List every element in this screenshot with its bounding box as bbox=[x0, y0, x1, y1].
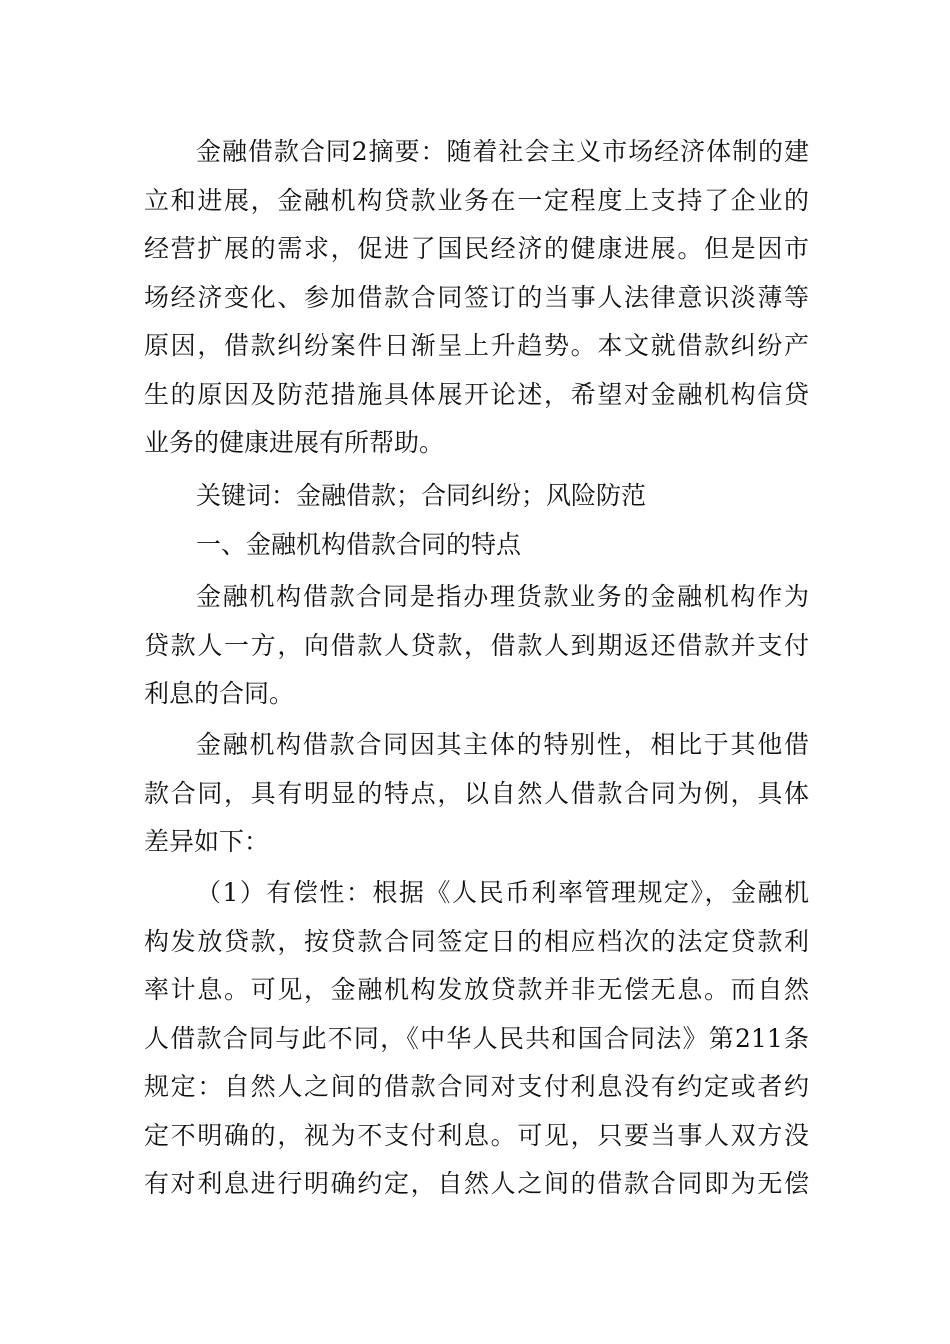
keywords-paragraph bbox=[144, 472, 809, 521]
comparison-line-2: 款合同，具有明显的特点，以自然人借款合同为例，具体 bbox=[144, 778, 809, 808]
point-1-line-4: 人借款合同与此不同，《中华人民共和国合同法》第211条 bbox=[144, 1023, 809, 1053]
point-1-line-1: （1）有偿性：根据《人民币利率管理规定》，金融机 bbox=[196, 878, 809, 907]
abstract-paragraph bbox=[144, 128, 809, 468]
definition-line-3: 利息的合同。 bbox=[144, 679, 295, 708]
definition-line-1: 金融机构借款合同是指办理货款业务的金融机构作为 bbox=[196, 582, 809, 611]
point-1-line-3: 率计息。可见，金融机构发放贷款并非无偿无息。而自然 bbox=[144, 975, 809, 1004]
comparison-paragraph bbox=[144, 721, 809, 867]
abstract-line-7: 业务的健康进展有所帮助。 bbox=[144, 428, 445, 457]
section-heading bbox=[144, 521, 809, 570]
abstract-line-3: 经营扩展的需求，促进了国民经济的健康进展。但是因市 bbox=[144, 234, 809, 263]
abstract-line-5: 原因，借款纠纷案件日渐呈上升趋势。本文就借款纠纷产 bbox=[144, 331, 809, 360]
heading-1: 一、金融机构借款合同的特点 bbox=[196, 530, 522, 559]
point-1-line-6: 定不明确的，视为不支付利息。可见，只要当事人双方没 bbox=[144, 1120, 809, 1150]
point-1-line-5: 规定：自然人之间的借款合同对支付利息没有约定或者约 bbox=[144, 1072, 809, 1101]
comparison-line-1: 金融机构借款合同因其主体的特别性，相比于其他借 bbox=[196, 730, 809, 759]
definition-paragraph bbox=[144, 573, 809, 719]
point-1-line-7: 有对利息进行明确约定，自然人之间的借款合同即为无偿 bbox=[144, 1169, 809, 1198]
abstract-line-4: 场经济变化、参加借款合同签订的当事人法律意识淡薄等 bbox=[144, 282, 809, 312]
comparison-line-3: 差异如下： bbox=[144, 827, 270, 856]
definition-line-2: 贷款人一方，向借款人贷款，借款人到期返还借款并支付 bbox=[144, 630, 809, 660]
abstract-line-2: 立和进展，金融机构贷款业务在一定程度上支持了企业的 bbox=[144, 185, 809, 215]
abstract-line-1: 金融借款合同2摘要：随着社会主义市场经济体制的建 bbox=[196, 137, 809, 166]
keywords-line: 关键词：金融借款；合同纠纷；风险防范 bbox=[196, 481, 647, 510]
abstract-line-6: 生的原因及防范措施具体展开论述，希望对金融机构信贷 bbox=[144, 379, 809, 409]
point-1-paragraph bbox=[144, 869, 809, 1209]
point-1-line-2: 构发放贷款，按贷款合同签定日的相应档次的法定贷款利 bbox=[144, 926, 809, 956]
